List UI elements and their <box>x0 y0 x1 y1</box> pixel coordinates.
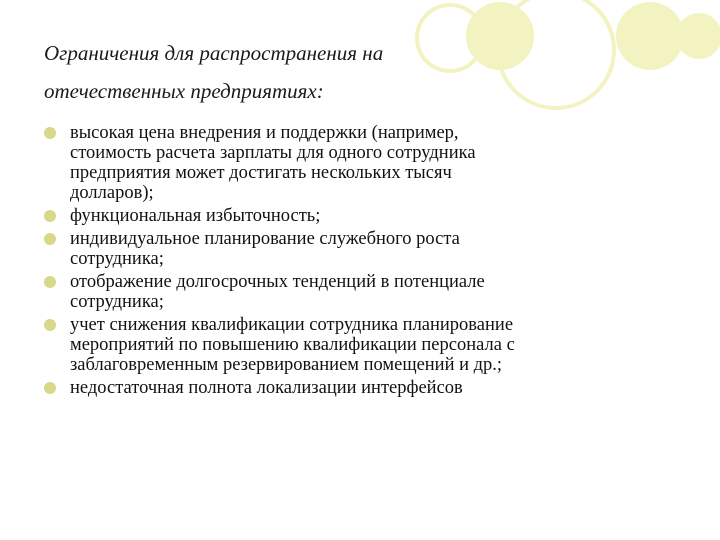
bullet-dot-icon <box>44 382 56 394</box>
filled-circle-decoration <box>676 13 720 59</box>
list-item-line: индивидуальное планирование служебного роста <box>70 229 460 249</box>
list-item-line: мероприятий по повышению квалификации персонала с <box>70 335 515 355</box>
bullet-dot-icon <box>44 127 56 139</box>
title-line: отечественных предприятиях: <box>44 79 324 103</box>
list-item-line: отображение долгосрочных тенденций в потенциале <box>70 272 485 292</box>
bullet-dot-icon <box>44 319 56 331</box>
list-item-line: заблаговременным резервированием помещений и др.; <box>70 355 503 375</box>
list-item-line: недостаточная полнота локализации интерфейсов <box>70 378 463 398</box>
list-item-line: предприятия может достигать нескольких тысяч <box>70 163 452 183</box>
bullet-dot-icon <box>44 276 56 288</box>
bullet-dot-icon <box>44 210 56 222</box>
list-item-line: стоимость расчета зарплаты для одного сотрудника <box>70 143 476 163</box>
page-title <box>44 34 604 110</box>
list-item-line: сотрудника; <box>70 249 164 269</box>
list-item <box>44 272 684 312</box>
filled-circle-decoration <box>616 2 684 70</box>
list-item <box>44 206 684 226</box>
bullet-dot-icon <box>44 233 56 245</box>
list-item <box>44 123 684 203</box>
list-item-line: учет снижения квалификации сотрудника планирование <box>70 315 514 335</box>
list-item <box>44 315 684 375</box>
list-item-line: высокая цена внедрения и поддержки (например, <box>70 123 459 143</box>
list-item <box>44 378 684 398</box>
list-item <box>44 229 684 269</box>
title-line: Ограничения для распространения на <box>44 41 384 65</box>
list-item-line: сотрудника; <box>70 292 164 312</box>
bullet-list <box>44 123 684 401</box>
list-item-line: функциональная избыточность; <box>70 206 321 226</box>
list-item-line: долларов); <box>70 183 154 203</box>
